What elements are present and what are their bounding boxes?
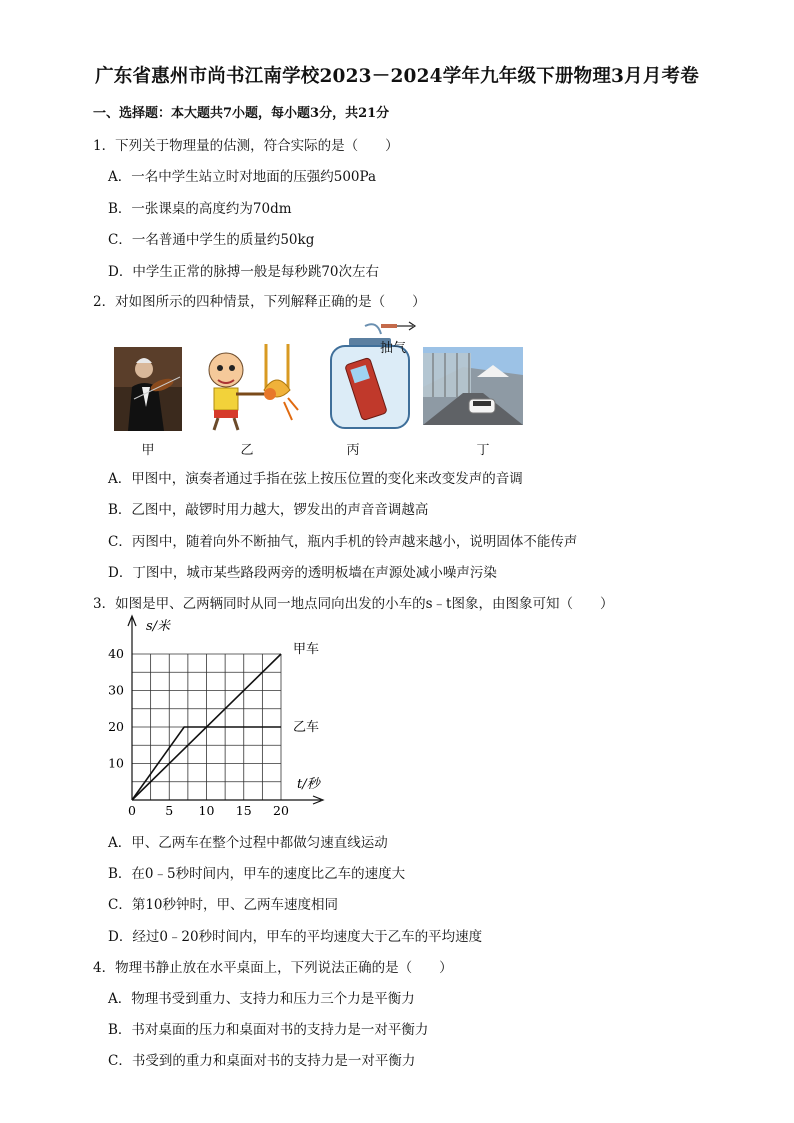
phone-in-jar <box>325 316 425 432</box>
question-2-stem: 2．对如图所示的四种情景，下列解释正确的是（ ） <box>93 294 426 310</box>
x-axis-label: t/秒 <box>297 777 320 792</box>
q1-option-c: C．一名普通中学生的质量约50kg <box>108 232 315 248</box>
x-tick-label: 20 <box>273 803 289 818</box>
q4-option-c: C．书受到的重力和桌面对书的支持力是一对平衡力 <box>108 1053 416 1069</box>
road-barrier-photo <box>423 347 523 425</box>
violinist-photo <box>114 347 182 431</box>
question-3-stem: 3．如图是甲、乙两辆同时从同一地点同向出发的小车的s﹣t图象，由图象可知（ ） <box>93 596 614 612</box>
y-axis-label: s/米 <box>146 619 171 634</box>
caption-yi: 乙 <box>240 443 254 458</box>
q3-option-c: C．第10秒钟时，甲、乙两车速度相同 <box>108 897 339 913</box>
x-tick-label: 10 <box>198 803 215 818</box>
q2-option-b: B．乙图中，敲锣时用力越大，锣发出的声音音调越高 <box>108 502 429 518</box>
question-4-stem: 4．物理书静止放在水平桌面上，下列说法正确的是（ ） <box>93 960 453 976</box>
pump-label: 抽气 <box>380 341 407 356</box>
y-tick-label: 10 <box>108 755 124 771</box>
question-1-stem: 1．下列关于物理量的估测，符合实际的是（ ） <box>93 138 399 154</box>
x-tick-label: 15 <box>235 803 252 818</box>
q3-option-b: B．在0﹣5秒时间内，甲车的速度比乙车的速度大 <box>108 866 406 882</box>
q1-option-a: A．一名中学生站立时对地面的压强约500Pa <box>108 169 377 185</box>
q3-option-d: D．经过0﹣20秒时间内，甲车的平均速度大于乙车的平均速度 <box>108 929 483 945</box>
y-tick-label: 20 <box>108 719 124 734</box>
caption-jia: 甲 <box>141 443 155 458</box>
q2-option-c: C．丙图中，随着向外不断抽气，瓶内手机的铃声越来越小，说明固体不能传声 <box>108 534 578 550</box>
q3-option-a: A．甲、乙两车在整个过程中都做匀速直线运动 <box>108 835 388 851</box>
q1-option-b: B．一张课桌的高度约为70dm <box>108 201 292 217</box>
x-tick-label: 5 <box>165 803 174 818</box>
caption-ding: 丁 <box>476 443 490 458</box>
q2-option-a: A．甲图中，演奏者通过手指在弦上按压位置的变化来改变发声的音调 <box>108 471 523 487</box>
exam-title: 广东省惠州市尚书江南学校2023－2024学年九年级下册物理3月月考卷 <box>95 66 699 87</box>
caption-bing: 丙 <box>346 443 360 458</box>
y-tick-label: 30 <box>108 682 124 698</box>
q2-option-d: D．丁图中，城市某些路段两旁的透明板墙在声源处减小噪声污染 <box>108 565 497 581</box>
series-yi-label: 乙车 <box>293 720 320 735</box>
series-jia-label: 甲车 <box>293 642 320 657</box>
y-tick-label: 40 <box>108 646 124 661</box>
st-graph <box>100 610 340 825</box>
q4-option-b: B．书对桌面的压力和桌面对书的支持力是一对平衡力 <box>108 1022 429 1038</box>
q1-option-d: D．中学生正常的脉搏一般是每秒跳70次左右 <box>108 264 380 280</box>
x-tick-label: 0 <box>128 803 136 818</box>
q4-option-a: A．物理书受到重力、支持力和压力三个力是平衡力 <box>108 991 415 1007</box>
section-heading: 一、选择题：本大题共7小题，每小题3分，共21分 <box>93 106 390 121</box>
gong-cartoon <box>200 340 300 432</box>
